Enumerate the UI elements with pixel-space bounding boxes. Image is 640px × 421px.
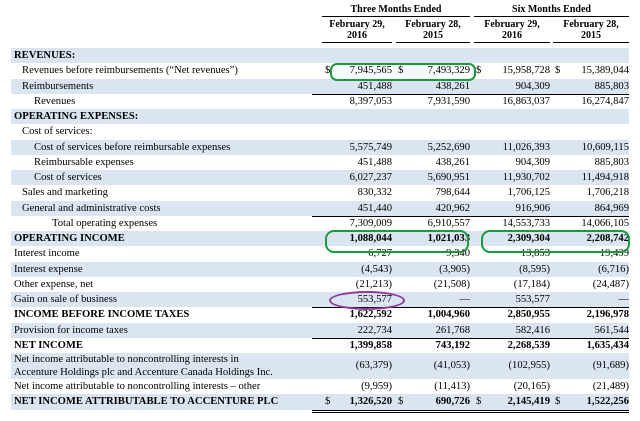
cell-value: 916,906 <box>470 201 550 217</box>
row-label-text: General and administrative costs <box>22 202 161 214</box>
cell-value: (6,716) <box>598 263 629 275</box>
column-header <box>322 19 392 43</box>
cell-value: 2,145,419 <box>470 394 550 412</box>
cell-value: (21,489) <box>549 379 629 395</box>
row-label-text: NET INCOME ATTRIBUTABLE TO ACCENTURE PLC <box>14 396 279 408</box>
column-header <box>553 19 629 43</box>
row-label <box>14 109 138 124</box>
cell-value: 2,850,955 <box>507 309 550 321</box>
table-row <box>11 323 629 338</box>
row-label-text: Cost of services before reimbursable expenses <box>34 141 231 153</box>
cell-value: 553,577 <box>470 292 550 308</box>
row-label <box>34 170 102 185</box>
cell-value: 2,309,304 <box>507 233 550 244</box>
cell-value: 1,326,520 <box>312 394 392 412</box>
cell-value: 798,644 <box>435 187 470 199</box>
three-months-header: Three Months Ended <box>322 4 470 17</box>
cell-value: 1,635,434 <box>586 339 629 351</box>
table-row <box>11 394 629 409</box>
cell-value: — <box>549 292 629 308</box>
table-row <box>11 201 629 216</box>
cell-value: 1,622,592 <box>349 309 392 321</box>
row-label <box>14 379 260 394</box>
table-row <box>11 94 629 109</box>
table-row <box>11 155 629 170</box>
cell-value: 885,803 <box>549 79 629 95</box>
row-label-text: Provision for income taxes <box>14 324 128 336</box>
row-label <box>14 292 117 307</box>
row-label-text: Revenues <box>34 95 76 107</box>
row-label <box>14 246 80 261</box>
dollar-sign: $ <box>325 65 331 77</box>
cell-value: 13,853 <box>520 248 550 260</box>
row-label <box>14 354 273 379</box>
table-row <box>11 170 629 185</box>
cell-value: 420,962 <box>390 201 470 217</box>
column-header-line1: February 29, <box>329 19 385 30</box>
cell-value: 16,274,847 <box>581 95 629 107</box>
cell-value: 830,332 <box>357 187 392 199</box>
cell-value: 16,863,037 <box>502 95 550 107</box>
row-label <box>22 201 161 216</box>
row-label <box>14 338 83 353</box>
cell-value: 561,544 <box>549 323 629 339</box>
cell-value: 14,066,105 <box>549 216 629 232</box>
row-label <box>14 323 128 338</box>
cell-value: 1,399,858 <box>349 339 392 351</box>
table-row <box>11 277 629 292</box>
table-row <box>11 124 629 139</box>
row-label <box>14 262 83 277</box>
row-label-text: Cost of services: <box>22 126 93 138</box>
cell-value: 6,910,557 <box>390 216 470 232</box>
cell-value: 9,340 <box>446 248 470 260</box>
cell-value: 1,706,125 <box>507 187 550 199</box>
cell-value: 5,252,690 <box>427 141 470 153</box>
dollar-sign: $ <box>398 396 404 408</box>
table-row <box>11 48 629 63</box>
column-header-year: 2015 <box>553 30 629 43</box>
cell-value: (102,955) <box>508 360 550 371</box>
dollar-sign: $ <box>325 396 331 408</box>
table-row <box>11 292 629 307</box>
column-header-year: 2016 <box>474 30 550 43</box>
cell-value: — <box>390 292 470 308</box>
cell-value: (21,213) <box>355 278 392 290</box>
cell-value: (20,165) <box>470 379 550 395</box>
cell-value: (3,905) <box>439 263 470 275</box>
cell-value: 5,690,951 <box>427 172 470 183</box>
dollar-sign: $ <box>555 65 561 77</box>
row-label <box>22 63 238 78</box>
row-label <box>14 231 125 246</box>
cell-value: 7,931,590 <box>427 95 470 107</box>
row-label <box>22 79 93 94</box>
cell-value: 1,004,960 <box>427 309 470 321</box>
row-label <box>14 394 278 409</box>
cell-value: (8,595) <box>519 263 550 275</box>
row-label-text: Reimbursements <box>22 80 94 92</box>
cell-value: 1,088,044 <box>349 233 392 244</box>
row-label-text: Accenture Holdings plc and Accenture Canada Holdings Inc. <box>14 366 273 378</box>
row-label-text: OPERATING INCOME <box>14 233 125 244</box>
cell-value: (4,543) <box>361 263 392 275</box>
row-label <box>14 48 75 63</box>
row-label <box>14 307 189 322</box>
cell-value: 451,488 <box>312 155 392 171</box>
cell-value: 885,803 <box>549 155 629 171</box>
cell-value: (63,379) <box>355 360 392 371</box>
cell-value: (21,508) <box>433 278 470 290</box>
cell-value: (17,184) <box>513 278 550 290</box>
column-header <box>474 19 550 43</box>
table-row <box>11 353 629 379</box>
row-label-text: Total operating expenses <box>52 217 158 229</box>
cell-value: 451,488 <box>312 79 392 95</box>
table-row <box>11 379 629 394</box>
cell-value: 451,440 <box>312 201 392 217</box>
cell-value: 904,309 <box>470 155 550 171</box>
cell-value: 7,309,009 <box>312 216 392 232</box>
table-row <box>11 185 629 200</box>
row-label-text: Gain on sale of business <box>14 294 117 305</box>
table-row <box>11 63 629 78</box>
table-row <box>11 140 629 155</box>
cell-value: 19,439 <box>599 248 629 260</box>
dollar-sign: $ <box>398 65 404 77</box>
column-header <box>396 19 470 43</box>
row-label-text: Cost of services <box>34 172 102 183</box>
column-header-year: 2015 <box>396 30 470 43</box>
cell-value: 7,945,565 <box>349 65 392 77</box>
row-label-text: Other expense, net <box>14 278 94 290</box>
cell-value: 864,969 <box>549 201 629 217</box>
table-row <box>11 246 629 261</box>
cell-value: (9,959) <box>312 379 392 395</box>
cell-value: 6,027,237 <box>349 172 392 183</box>
row-label-text: Net income attributable to noncontrolling interests – other <box>14 381 261 392</box>
table-row <box>11 338 629 353</box>
table-row <box>11 109 629 124</box>
row-label-text: Interest expense <box>14 263 83 275</box>
cell-value: 1,021,033 <box>427 233 470 244</box>
cell-value: 1,522,256 <box>549 394 629 412</box>
row-label-text: Revenues before reimbursements (“Net revenues”) <box>22 65 238 77</box>
column-header-line1: February 28, <box>405 19 461 30</box>
cell-value: 222,734 <box>312 323 392 339</box>
row-label-text: Reimbursable expenses <box>34 156 134 168</box>
cell-value: 690,726 <box>390 394 470 412</box>
dollar-sign: $ <box>476 65 482 77</box>
cell-value: 8,397,053 <box>349 95 392 107</box>
cell-value: 438,261 <box>390 155 470 171</box>
cell-value: 438,261 <box>390 79 470 95</box>
cell-value: 7,493,329 <box>427 65 470 77</box>
cell-value: 743,192 <box>435 339 470 351</box>
row-label <box>22 185 108 200</box>
column-header-line1: February 28, <box>563 19 619 30</box>
cell-value: 553,577 <box>312 292 392 308</box>
cell-value: 10,609,115 <box>581 141 629 153</box>
cell-value: 582,416 <box>470 323 550 339</box>
dollar-sign: $ <box>555 396 561 408</box>
row-label-text: Sales and marketing <box>22 187 108 199</box>
dollar-sign: $ <box>476 396 482 408</box>
row-label-text: Net income attributable to noncontrolling interests in <box>14 354 239 365</box>
table-row <box>11 307 629 322</box>
cell-value: 2,196,978 <box>586 309 629 321</box>
row-label-text: Interest income <box>14 248 80 260</box>
row-label-text: REVENUES: <box>14 50 76 61</box>
cell-value: 14,553,733 <box>470 216 550 232</box>
cell-value: (24,487) <box>592 278 629 290</box>
cell-value: 15,389,044 <box>581 65 629 77</box>
row-label <box>34 155 134 170</box>
cell-value: 2,208,742 <box>586 233 629 244</box>
cell-value: 6,727 <box>368 248 392 260</box>
row-label <box>14 277 93 292</box>
cell-value: 11,494,918 <box>581 172 629 183</box>
cell-value: (11,413) <box>390 379 470 395</box>
cell-value: 15,958,728 <box>502 65 550 77</box>
six-months-header: Six Months Ended <box>474 4 629 17</box>
table-row <box>11 79 629 94</box>
row-label-text: NET INCOME <box>14 339 83 351</box>
column-header-year: 2016 <box>322 30 392 43</box>
cell-value: 11,026,393 <box>502 141 550 153</box>
cell-value: 261,768 <box>390 323 470 339</box>
column-header-line1: February 29, <box>484 19 540 30</box>
cell-value: 5,575,749 <box>349 141 392 153</box>
cell-value: 2,268,539 <box>507 339 550 351</box>
row-label <box>22 124 93 139</box>
table-row <box>11 262 629 277</box>
row-label-text: INCOME BEFORE INCOME TAXES <box>14 309 190 321</box>
row-label <box>52 216 157 231</box>
table-row <box>11 216 629 231</box>
cell-value: 1,706,218 <box>586 187 629 199</box>
cell-value: 904,309 <box>470 79 550 95</box>
cell-value: 11,930,702 <box>502 172 550 183</box>
cell-value: (91,689) <box>592 360 629 371</box>
cell-value: (41,053) <box>433 360 470 371</box>
row-label <box>34 94 75 109</box>
row-label-text: OPERATING EXPENSES: <box>14 111 139 122</box>
table-row <box>11 231 629 246</box>
row-label <box>34 140 230 155</box>
